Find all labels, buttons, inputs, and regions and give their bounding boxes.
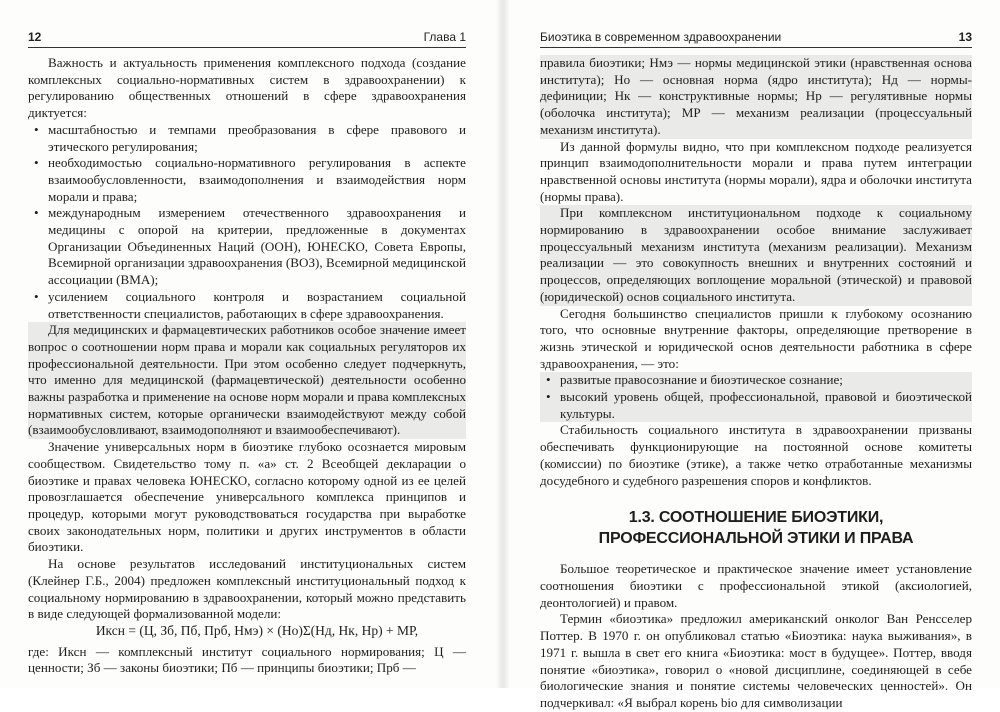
left-page bbox=[28, 28, 466, 678]
paragraph: Для медицинских и фармацевтических работников особое значение имеет вопрос о соотношении норм права и морали как социальных регуляторов их профессиональной деятельности. При этом особенно следует подчеркнуть, что именно для медицинской (фармацевтической) деятельности особенно важны разработка и применение на основе норм морали и права комплексных нормативных систем, которые органически взаимодействуют между собой (взаимообусловливают, взаимодополняют и взаимообеспечивают). bbox=[28, 322, 466, 438]
right-page-body bbox=[540, 48, 972, 712]
right-page bbox=[540, 28, 972, 710]
paragraph: Большое теоретическое и практическое значение имеет установление соотношения биоэтики с профессиональной этикой (аксиологией, деонтологией) и правом. bbox=[540, 561, 972, 610]
paragraph: Термин «биоэтика» предложил американский онколог Ван Ренсселер Поттер. В 1970 г. он опубликовал статью «Биоэтика: наука выживания», в 1971 г. вышла в свет его книга «Биоэтика: мост в будущее». Поттер, вводя понятие «биоэтика», говорил о «новой дисциплине, соединяющей в себе биологические знания и понятие системы человеческих ценностей». Он подчеркивал: «Я выбрал корень bio для символизации bbox=[540, 611, 972, 710]
page-number: 12 bbox=[28, 30, 42, 44]
left-page-header bbox=[28, 28, 466, 48]
formula: Иксн = (Ц, Зб, Пб, Прб, Нмэ) × (Нo)Σ(Нд, Нк, Нр) + МР, bbox=[95, 622, 419, 638]
paragraph: Стабильность социального института в здравоохранении призваны обеспечивать функционирующие на постоянной основе комитеты (комиссии) по биоэтике (этике), а также четко отработанные механизмы досудебного и судебного разрешения споров и конфликтов. bbox=[540, 422, 972, 488]
left-page-body bbox=[28, 48, 466, 677]
running-header: Глава 1 bbox=[423, 30, 466, 44]
list-item: • необходимостью социально-нормативного регулирования в аспекте взаимообусловленности, взаимодополнения и взаимодействия норм морали и права; bbox=[28, 155, 466, 205]
paragraph: При комплексном институциональном подходе к социальному нормированию в здравоохранении особое внимание заслуживает процессуальный механизм института (механизм реализации). Механизм реализации — это совокупность внешних и внутренних состояний и процессов, определяющих воплощение моральной (этической) и правовой (юридической) основ социального института. bbox=[540, 205, 972, 304]
right-page-header bbox=[540, 28, 972, 48]
section-title: 1.3. СООТНОШЕНИЕ БИОЭТИКИ, ПРОФЕССИОНАЛЬНОЙ ЭТИКИ И ПРАВА bbox=[598, 509, 914, 548]
running-header: Биоэтика в современном здравоохранении bbox=[540, 30, 782, 44]
list-item: • международным измерением отечественного здравоохранения и медицины с опорой на критерии, предложенные в документах Организации Объединенных Наций (ООН), ЮНЕСКО, Совета Европы, Всемирной организации здравоохранения (ВОЗ), Всемирной медицинской ассоциации (ВМА); bbox=[28, 205, 466, 289]
bullet-list bbox=[540, 372, 972, 422]
list-item: • усилением социального контроля и возрастанием социальной ответственности специалистов, работающих в сфере здравоохранения. bbox=[28, 289, 466, 322]
bullet-list bbox=[28, 122, 466, 322]
paragraph: Сегодня большинство специалистов пришли к глубокому осознанию того, что основные внутренние факторы, определяющие претворение в жизнь этической и юридической основ деятельности работника в сфере здравоохранения, — это: bbox=[540, 305, 972, 371]
page-number: 13 bbox=[958, 30, 972, 44]
paragraph: Важность и актуальность применения комплексного подхода (создание комплексных социально-нормативных систем в здравоохранении) к регулированию общественных отношений в сфере здравоохранения диктуется: bbox=[28, 55, 466, 121]
list-item: • высокий уровень общей, профессиональной, правовой и биоэтической культуры. bbox=[540, 389, 972, 422]
paragraph: Значение универсальных норм в биоэтике глубоко осознается мировым сообществом. Свидетельство тому п. «а» ст. 2 Всеобщей декларации о биоэтике и правах человека ЮНЕСКО, согласно которому одной из ее целей провозглашается обеспечение универсального комплекса принципов и процедур, которыми могут руководствоваться государства при выработке своих законодательных норм, политики и других инструментов в области биоэтики. bbox=[28, 439, 466, 555]
paragraph: Из данной формулы видно, что при комплексном подходе реализуется принцип взаимодополнительности морали и права путем интеграции нравственной основы института (нормы морали), ядра и оболочки института (нормы права). bbox=[540, 138, 972, 204]
list-item: • развитые правосознание и биоэтическое сознание; bbox=[540, 372, 972, 389]
formula-legend-continued: правила биоэтики; Нмэ — нормы медицинской этики (нравственная основа института); Нo — основная норма (ядро института); Нд — нормы-дефиниции; Нк — конструктивные нормы; Нр — регулятивные нормы (оболочка института); МР — механизм реализации (процессуальный механизм института). bbox=[540, 55, 972, 137]
formula-legend: где: Иксн — комплексный институт социального нормирования; Ц — ценности; Зб — законы биоэтики; Пб — принципы биоэтики; Прб — bbox=[28, 643, 466, 676]
book-gutter bbox=[496, 0, 510, 688]
paragraph: На основе результатов исследований институциональных систем (Клейнер Г.Б., 2004) предложен комплексный институциональный подход к социальному нормированию в здравоохранении, который можно представить в виде следующей формализованной модели: bbox=[28, 556, 466, 622]
list-item: • масштабностью и темпами преобразования в сфере правового и этического регулирования; bbox=[28, 122, 466, 155]
